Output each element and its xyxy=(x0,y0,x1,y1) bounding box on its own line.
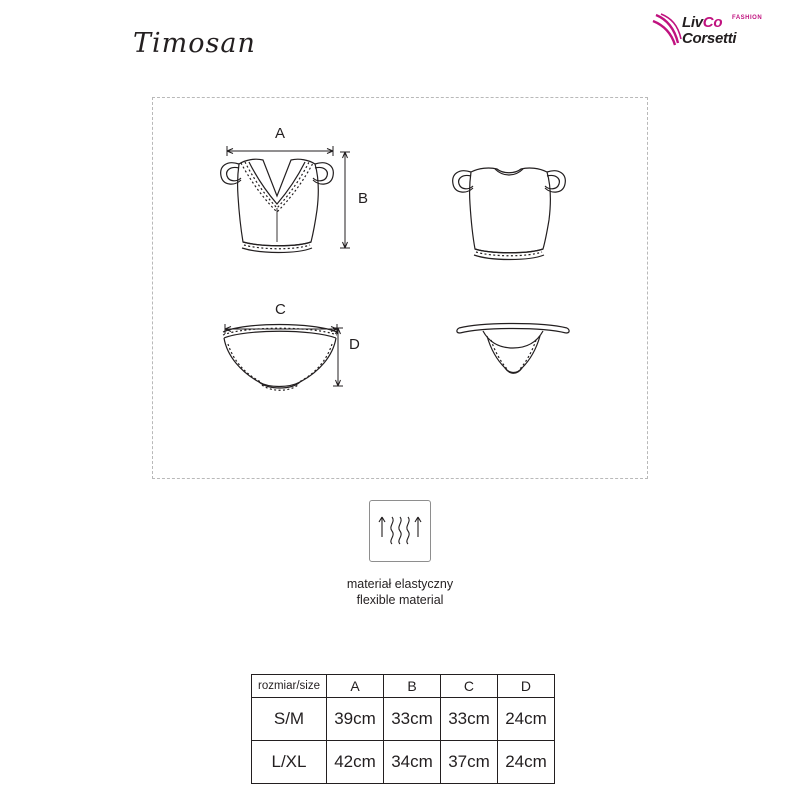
table-cell-size: S/M xyxy=(252,698,327,741)
table-cell-a: 42cm xyxy=(326,741,383,784)
material-caption-pl: materiał elastyczny xyxy=(346,577,454,591)
brand-name-line2: Corsetti xyxy=(682,30,737,47)
brand-name-line1: LivCo xyxy=(682,14,723,31)
material-caption xyxy=(0,576,800,608)
elastic-material-icon xyxy=(369,500,431,562)
panty-back-view xyxy=(453,316,573,396)
dimension-line-b xyxy=(338,150,352,255)
table-header-c: C xyxy=(440,675,497,698)
table-header-a: A xyxy=(326,675,383,698)
dimension-label-b: B xyxy=(358,190,369,207)
brand-tagline: FASHION xyxy=(732,15,763,21)
table-cell-c: 37cm xyxy=(440,741,497,784)
material-info-block xyxy=(0,500,800,608)
table-header-size: rozmiar/size xyxy=(252,675,327,698)
size-table xyxy=(251,674,555,784)
dimension-label-d: D xyxy=(349,336,360,353)
dimension-line-c xyxy=(223,322,339,341)
table-header-b: B xyxy=(383,675,440,698)
page-title: Timosan xyxy=(133,28,256,59)
table-cell-c: 33cm xyxy=(440,698,497,741)
livco-corsetti-logo-icon xyxy=(652,13,682,52)
brand-logo xyxy=(652,10,772,52)
table-cell-size: L/XL xyxy=(252,741,327,784)
dimension-label-c: C xyxy=(275,301,286,318)
material-caption-en: flexible material xyxy=(356,593,444,607)
dimension-line-a xyxy=(225,144,335,163)
table-header-row xyxy=(252,675,555,698)
table-cell-d: 24cm xyxy=(497,741,554,784)
product-drawing-panel xyxy=(152,97,648,479)
table-header-d: D xyxy=(497,675,554,698)
table-cell-b: 33cm xyxy=(383,698,440,741)
table-cell-a: 39cm xyxy=(326,698,383,741)
table-cell-d: 24cm xyxy=(497,698,554,741)
table-row xyxy=(252,741,555,784)
table-row xyxy=(252,698,555,741)
dimension-label-a: A xyxy=(275,125,286,142)
dimension-line-d xyxy=(331,326,345,393)
table-cell-b: 34cm xyxy=(383,741,440,784)
top-back-view xyxy=(445,150,575,270)
